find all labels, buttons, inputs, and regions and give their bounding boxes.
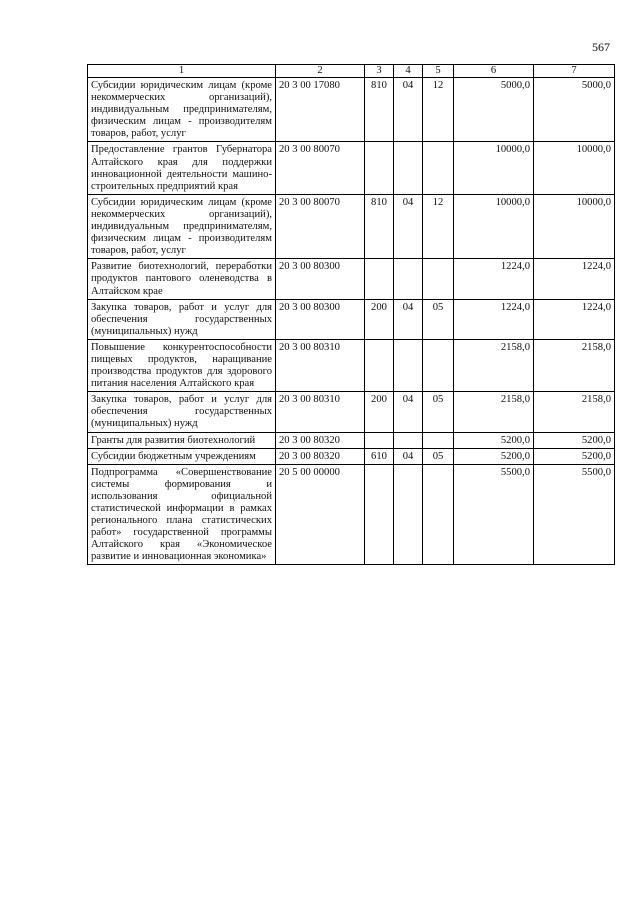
table-row [88,392,615,432]
item-amount-col7: 10000,0 [534,194,615,258]
item-col3: 200 [365,392,394,432]
item-amount-col6: 5500,0 [454,464,534,565]
item-description: Гранты для развития биотехнологий [88,432,276,448]
item-col3: 200 [365,299,394,339]
item-amount-col7: 2158,0 [534,339,615,391]
item-amount-col7: 1224,0 [534,299,615,339]
item-col4: 04 [394,299,423,339]
header-row [88,65,615,78]
column-header: 1 [88,65,276,78]
item-col5 [423,464,454,565]
item-code: 20 3 00 17080 [276,78,365,142]
table-row [88,194,615,258]
item-col3 [365,432,394,448]
item-amount-col7: 5200,0 [534,432,615,448]
table-row [88,464,615,565]
item-col3 [365,142,394,194]
item-code: 20 3 00 80320 [276,432,365,448]
table-row [88,78,615,142]
item-col4 [394,142,423,194]
item-col4: 04 [394,448,423,464]
column-header: 3 [365,65,394,78]
column-header: 2 [276,65,365,78]
item-col3 [365,339,394,391]
item-amount-col6: 5200,0 [454,432,534,448]
item-col4 [394,432,423,448]
column-header: 6 [454,65,534,78]
item-col4: 04 [394,392,423,432]
item-col5 [423,432,454,448]
item-col5: 12 [423,78,454,142]
table-row [88,259,615,299]
item-col4 [394,259,423,299]
item-col5 [423,142,454,194]
item-col3 [365,259,394,299]
item-code: 20 3 00 80070 [276,142,365,194]
item-col4 [394,339,423,391]
item-code: 20 3 00 80300 [276,299,365,339]
item-col4: 04 [394,194,423,258]
column-header: 4 [394,65,423,78]
item-code: 20 3 00 80310 [276,392,365,432]
item-code: 20 3 00 80070 [276,194,365,258]
item-amount-col7: 5500,0 [534,464,615,565]
item-amount-col7: 5200,0 [534,448,615,464]
item-description: Субсидии юридическим лицам (кроме некоммерческих организаций), индивидуальным предпринимателям, физическим лицам - производителям товаров, работ, услуг [88,78,276,142]
item-col4 [394,464,423,565]
item-amount-col6: 2158,0 [454,392,534,432]
table-row [88,448,615,464]
item-col3: 810 [365,78,394,142]
item-amount-col7: 5000,0 [534,78,615,142]
column-header: 7 [534,65,615,78]
budget-table [87,64,615,565]
item-amount-col6: 5000,0 [454,78,534,142]
column-header: 5 [423,65,454,78]
item-col3 [365,464,394,565]
page-number: 567 [592,40,610,54]
item-amount-col7: 1224,0 [534,259,615,299]
item-col3: 610 [365,448,394,464]
item-code: 20 3 00 80320 [276,448,365,464]
item-code: 20 5 00 00000 [276,464,365,565]
item-amount-col6: 1224,0 [454,259,534,299]
item-col5: 05 [423,299,454,339]
item-col4: 04 [394,78,423,142]
item-description: Предоставление грантов Губернатора Алтайского края для поддержки инновационной деятельности машиностроительных предприятий края [88,142,276,194]
item-amount-col7: 2158,0 [534,392,615,432]
item-code: 20 3 00 80300 [276,259,365,299]
item-description: Повышение конкурентоспособности пищевых продуктов, наращивание производства продуктов для здорового питания населения Алтайского края [88,339,276,391]
table-row [88,339,615,391]
item-col3: 810 [365,194,394,258]
item-description: Закупка товаров, работ и услуг для обеспечения государственных (муниципальных) нужд [88,299,276,339]
item-description: Развитие биотехнологий, переработки продуктов пантового оленеводства в Алтайском крае [88,259,276,299]
item-amount-col6: 10000,0 [454,142,534,194]
table-row [88,142,615,194]
item-code: 20 3 00 80310 [276,339,365,391]
item-description: Субсидии бюджетным учреждениям [88,448,276,464]
item-description: Подпрограмма «Совершенствование системы формирования и использования официальной статистической информации в рамках регионального плана статистических работ» государственной программы Алтайского края «Экономическое развитие и инновационная экономика» [88,464,276,565]
item-description: Субсидии юридическим лицам (кроме некоммерческих организаций), индивидуальным предпринимателям, физическим лицам - производителям товаров, работ, услуг [88,194,276,258]
item-col5 [423,259,454,299]
item-amount-col6: 10000,0 [454,194,534,258]
item-description: Закупка товаров, работ и услуг для обеспечения государственных (муниципальных) нужд [88,392,276,432]
item-col5: 05 [423,392,454,432]
item-amount-col6: 5200,0 [454,448,534,464]
item-amount-col6: 1224,0 [454,299,534,339]
item-col5: 12 [423,194,454,258]
table-row [88,299,615,339]
item-col5 [423,339,454,391]
table-row [88,432,615,448]
item-amount-col6: 2158,0 [454,339,534,391]
item-amount-col7: 10000,0 [534,142,615,194]
item-col5: 05 [423,448,454,464]
